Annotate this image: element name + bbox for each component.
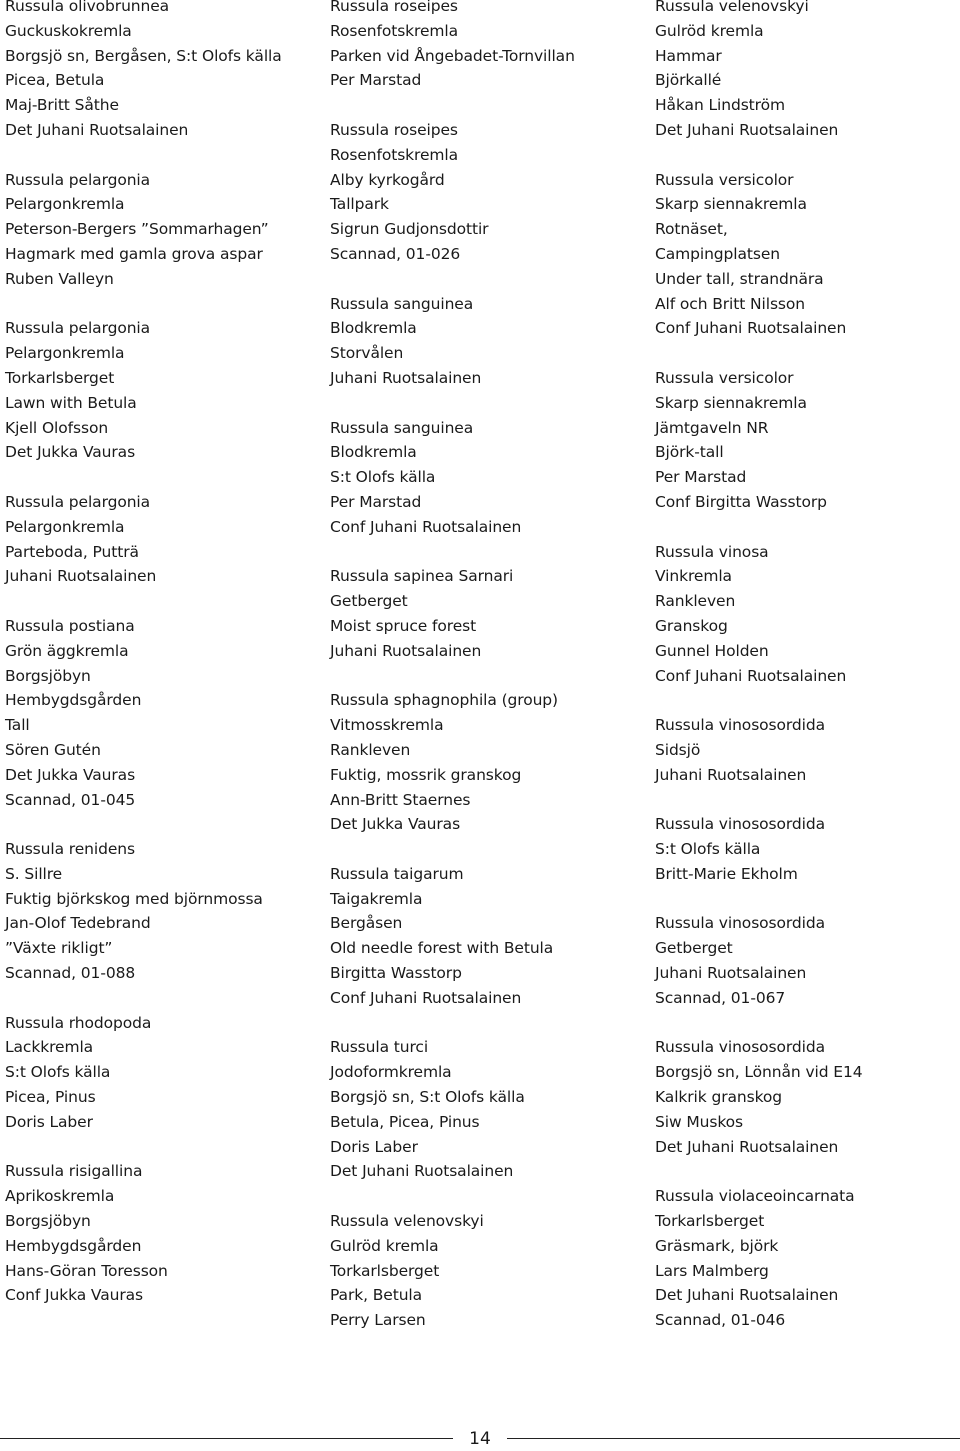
specimen-entry bbox=[655, 911, 955, 1010]
footer-rule-right bbox=[507, 1438, 960, 1439]
entry-line: Juhani Ruotsalainen bbox=[5, 567, 157, 586]
entry-line: Det Jukka Vauras bbox=[5, 443, 136, 462]
species-name: Russula violaceoincarnata bbox=[655, 1187, 855, 1206]
specimen-entry bbox=[655, 713, 955, 787]
entry-line: Borgsjö sn, Lönnån vid E14 bbox=[655, 1063, 863, 1082]
entry-line: Maj-Britt Såthe bbox=[5, 96, 119, 115]
page-footer bbox=[0, 1424, 960, 1448]
entry-line: Borgsjöbyn bbox=[5, 1212, 91, 1231]
entry-line: Peterson-Bergers ”Sommarhagen” bbox=[5, 220, 269, 239]
species-name: Russula pelargonia bbox=[5, 492, 151, 511]
species-name: Russula postiana bbox=[5, 616, 135, 635]
species-name: Russula sapinea Sarnari bbox=[330, 567, 514, 586]
entry-line: Pelargonkremla bbox=[5, 344, 125, 363]
entry-line: Getberget bbox=[655, 939, 733, 958]
entry-line: Skarp siennakremla bbox=[655, 195, 807, 214]
entry-line: Getberget bbox=[330, 592, 408, 611]
entry-line: Vitmosskremla bbox=[330, 716, 444, 735]
entry-line: Bergåsen bbox=[330, 914, 403, 933]
entry-line: Jodoformkremla bbox=[330, 1063, 452, 1082]
entry-line: Lars Malmberg bbox=[655, 1261, 769, 1280]
species-name: Russula sphagnophila (group) bbox=[330, 691, 558, 710]
entry-line: Old needle forest with Betula bbox=[330, 939, 554, 958]
specimen-entry bbox=[330, 416, 640, 540]
entry-line: Juhani Ruotsalainen bbox=[655, 765, 807, 784]
entry-line: Kjell Olofsson bbox=[5, 418, 109, 437]
entry-line: S:t Olofs källa bbox=[5, 1063, 111, 1082]
entry-line: Per Marstad bbox=[330, 71, 422, 90]
specimen-entry bbox=[655, 540, 955, 689]
entry-line: Det Juhani Ruotsalainen bbox=[655, 1137, 839, 1156]
column-2 bbox=[330, 0, 640, 1358]
entry-line: Gräsmark, björk bbox=[655, 1236, 779, 1255]
specimen-entry bbox=[330, 292, 640, 391]
entry-line: Borgsjö sn, Bergåsen, S:t Olofs källa bbox=[5, 46, 282, 65]
page-number: 14 bbox=[469, 1429, 491, 1449]
species-name: Russula vinosa bbox=[655, 542, 769, 561]
entry-line: Gulröd kremla bbox=[330, 1236, 439, 1255]
species-name: Russula versicolor bbox=[655, 368, 794, 387]
entry-line: Hembygdsgården bbox=[5, 691, 142, 710]
specimen-entry bbox=[655, 1184, 955, 1333]
entry-line: S. Sillre bbox=[5, 864, 63, 883]
species-name: Russula vinososordida bbox=[655, 1038, 825, 1057]
entry-line: Conf Juhani Ruotsalainen bbox=[330, 517, 522, 536]
specimen-entry bbox=[330, 564, 640, 663]
species-name: Russula rhodopoda bbox=[5, 1013, 152, 1032]
entry-line: Conf Juhani Ruotsalainen bbox=[655, 666, 847, 685]
species-name: Russula vinososordida bbox=[655, 815, 825, 834]
entry-line: Parteboda, Putträ bbox=[5, 542, 139, 561]
specimen-entry bbox=[655, 0, 955, 143]
species-name: Russula vinososordida bbox=[655, 914, 825, 933]
entry-line: Björk-tall bbox=[655, 443, 724, 462]
entry-line: Juhani Ruotsalainen bbox=[330, 641, 482, 660]
entry-line: Scannad, 01-045 bbox=[5, 790, 136, 809]
entry-line: Conf Birgitta Wasstorp bbox=[655, 492, 827, 511]
entry-line: S:t Olofs källa bbox=[655, 840, 761, 859]
entry-line: Jämtgaveln NR bbox=[655, 418, 769, 437]
column-1 bbox=[5, 0, 315, 1333]
specimen-entry bbox=[330, 688, 640, 837]
entry-line: Tallpark bbox=[330, 195, 389, 214]
entry-line: Rankleven bbox=[330, 740, 411, 759]
entry-line: Scannad, 01-046 bbox=[655, 1311, 786, 1330]
entry-line: Britt-Marie Ekholm bbox=[655, 864, 798, 883]
entry-line: Lawn with Betula bbox=[5, 393, 137, 412]
entry-line: Doris Laber bbox=[330, 1137, 418, 1156]
entry-line: Campingplatsen bbox=[655, 244, 780, 263]
specimen-entry bbox=[330, 1209, 640, 1333]
entry-line: Torkarlsberget bbox=[330, 1261, 440, 1280]
entry-line: Under tall, strandnära bbox=[655, 269, 824, 288]
entry-line: Picea, Betula bbox=[5, 71, 105, 90]
specimen-entry bbox=[330, 118, 640, 267]
species-name: Russula taigarum bbox=[330, 864, 464, 883]
entry-line: Alby kyrkogård bbox=[330, 170, 445, 189]
specimen-entry bbox=[5, 614, 315, 812]
specimen-entry bbox=[655, 812, 955, 886]
entry-line: Hans-Göran Toresson bbox=[5, 1261, 168, 1280]
entry-line: Torkarlsberget bbox=[655, 1212, 765, 1231]
specimen-entry bbox=[330, 862, 640, 1011]
entry-line: Björkallé bbox=[655, 71, 722, 90]
entry-line: Ann-Britt Staernes bbox=[330, 790, 471, 809]
entry-line: Rosenfotskremla bbox=[330, 145, 459, 164]
species-name: Russula vinososordida bbox=[655, 716, 825, 735]
entry-line: Rotnäset, bbox=[655, 220, 728, 239]
species-name: Russula velenovskyi bbox=[655, 0, 809, 15]
entry-line: Fuktig björkskog med björnmossa bbox=[5, 889, 263, 908]
entry-line: Gulröd kremla bbox=[655, 21, 764, 40]
specimen-entry bbox=[5, 837, 315, 986]
entry-line: Lackkremla bbox=[5, 1038, 94, 1057]
specimen-entry bbox=[5, 0, 315, 143]
species-name: Russula versicolor bbox=[655, 170, 794, 189]
entry-line: Conf Juhani Ruotsalainen bbox=[655, 319, 847, 338]
entry-line: Scannad, 01-088 bbox=[5, 964, 136, 983]
species-name: Russula renidens bbox=[5, 840, 135, 859]
species-name: Russula roseipes bbox=[330, 0, 458, 15]
entry-line: Skarp siennakremla bbox=[655, 393, 807, 412]
entry-line: Alf och Britt Nilsson bbox=[655, 294, 806, 313]
entry-line: Conf Juhani Ruotsalainen bbox=[330, 988, 522, 1007]
entry-line: Scannad, 01-026 bbox=[330, 244, 461, 263]
specimen-entry bbox=[5, 490, 315, 589]
entry-line: Borgsjöbyn bbox=[5, 666, 91, 685]
entry-line: ”Växte rikligt” bbox=[5, 939, 113, 958]
entry-line: Det Jukka Vauras bbox=[5, 765, 136, 784]
entry-line: Juhani Ruotsalainen bbox=[655, 964, 807, 983]
entry-line: Grön äggkremla bbox=[5, 641, 129, 660]
entry-line: Rankleven bbox=[655, 592, 736, 611]
species-name: Russula turci bbox=[330, 1038, 429, 1057]
species-name: Russula roseipes bbox=[330, 120, 458, 139]
column-3 bbox=[655, 0, 955, 1358]
entry-line: S:t Olofs källa bbox=[330, 468, 436, 487]
entry-line: Doris Laber bbox=[5, 1112, 93, 1131]
entry-line: Ruben Valleyn bbox=[5, 269, 114, 288]
species-name: Russula pelargonia bbox=[5, 319, 151, 338]
species-name: Russula pelargonia bbox=[5, 170, 151, 189]
entry-line: Sören Gutén bbox=[5, 740, 101, 759]
entry-line: Kalkrik granskog bbox=[655, 1088, 783, 1107]
specimen-entry bbox=[5, 1011, 315, 1135]
specimen-entry bbox=[330, 1035, 640, 1184]
entry-line: Vinkremla bbox=[655, 567, 732, 586]
species-name: Russula olivobrunnea bbox=[5, 0, 170, 15]
entry-line: Borgsjö sn, S:t Olofs källa bbox=[330, 1088, 525, 1107]
entry-line: Jan-Olof Tedebrand bbox=[5, 914, 151, 933]
entry-line: Fuktig, mossrik granskog bbox=[330, 765, 522, 784]
entry-line: Pelargonkremla bbox=[5, 517, 125, 536]
specimen-entry bbox=[5, 316, 315, 465]
entry-line: Det Jukka Vauras bbox=[330, 815, 461, 834]
entry-line: Taigakremla bbox=[330, 889, 423, 908]
entry-line: Birgitta Wasstorp bbox=[330, 964, 462, 983]
entry-line: Sigrun Gudjonsdottir bbox=[330, 220, 489, 239]
entry-line: Hagmark med gamla grova aspar bbox=[5, 244, 263, 263]
entry-line: Picea, Pinus bbox=[5, 1088, 96, 1107]
entry-line: Siw Muskos bbox=[655, 1112, 744, 1131]
specimen-entry bbox=[655, 366, 955, 515]
entry-line: Blodkremla bbox=[330, 443, 417, 462]
entry-line: Perry Larsen bbox=[330, 1311, 426, 1330]
entry-line: Gunnel Holden bbox=[655, 641, 769, 660]
entry-line: Betula, Picea, Pinus bbox=[330, 1112, 480, 1131]
entry-line: Det Juhani Ruotsalainen bbox=[5, 120, 189, 139]
entry-line: Storvålen bbox=[330, 344, 404, 363]
entry-line: Rosenfotskremla bbox=[330, 21, 459, 40]
entry-line: Det Juhani Ruotsalainen bbox=[655, 120, 839, 139]
entry-line: Per Marstad bbox=[330, 492, 422, 511]
species-name: Russula sanguinea bbox=[330, 294, 474, 313]
entry-line: Conf Jukka Vauras bbox=[5, 1286, 143, 1305]
species-name: Russula velenovskyi bbox=[330, 1212, 484, 1231]
specimen-entry bbox=[655, 1035, 955, 1159]
specimen-entry bbox=[655, 168, 955, 342]
footer-rule-left bbox=[0, 1438, 453, 1439]
entry-line: Parken vid Ångebadet-Tornvillan bbox=[330, 46, 575, 65]
entry-line: Hammar bbox=[655, 46, 722, 65]
entry-line: Det Juhani Ruotsalainen bbox=[655, 1286, 839, 1305]
entry-line: Hembygdsgården bbox=[5, 1236, 142, 1255]
entry-line: Aprikoskremla bbox=[5, 1187, 115, 1206]
specimen-entry bbox=[5, 168, 315, 292]
species-name: Russula risigallina bbox=[5, 1162, 143, 1181]
entry-line: Moist spruce forest bbox=[330, 616, 477, 635]
specimen-entry bbox=[5, 1159, 315, 1308]
entry-line: Pelargonkremla bbox=[5, 195, 125, 214]
entry-line: Scannad, 01-067 bbox=[655, 988, 786, 1007]
entry-line: Per Marstad bbox=[655, 468, 747, 487]
entry-line: Håkan Lindström bbox=[655, 96, 785, 115]
entry-line: Juhani Ruotsalainen bbox=[330, 368, 482, 387]
entry-line: Guckuskokremla bbox=[5, 21, 132, 40]
entry-line: Torkarlsberget bbox=[5, 368, 115, 387]
entry-line: Det Juhani Ruotsalainen bbox=[330, 1162, 514, 1181]
specimen-entry bbox=[330, 0, 640, 93]
entry-line: Park, Betula bbox=[330, 1286, 423, 1305]
entry-line: Sidsjö bbox=[655, 740, 701, 759]
entry-line: Granskog bbox=[655, 616, 728, 635]
entry-line: Tall bbox=[5, 716, 30, 735]
species-name: Russula sanguinea bbox=[330, 418, 474, 437]
entry-line: Blodkremla bbox=[330, 319, 417, 338]
